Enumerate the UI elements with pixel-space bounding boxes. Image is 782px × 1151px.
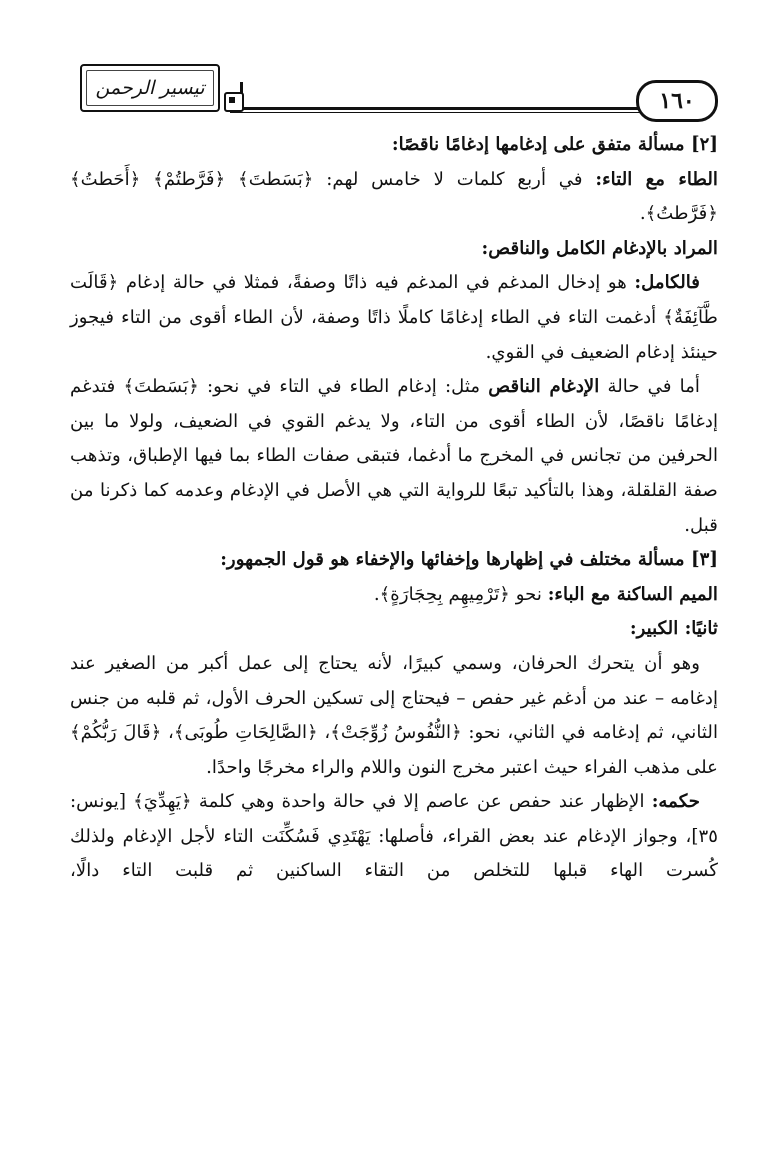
paragraph-ta-with-ta — [70, 163, 718, 232]
section-heading-3: [٣] مسألة مختلف في إظهارها وإخفائها والإخفاء هو قول الجمهور: — [220, 549, 718, 571]
paragraph-lead: حكمه: — [651, 791, 700, 813]
page-number: ١٦٠ — [636, 80, 718, 122]
paragraph-prefix: أما في حالة — [599, 376, 700, 398]
paragraph-meem-with-ba — [70, 578, 718, 613]
book-title-frame — [80, 64, 220, 112]
section-heading-2: [٢] مسألة متفق على إدغامها إدغامًا ناقصًا: — [391, 134, 718, 155]
subheading-kabeer: ثانيًا: الكبير: — [629, 618, 718, 640]
page-header — [70, 62, 718, 124]
paragraph-complete-idgham — [70, 266, 718, 370]
paragraph-ruling — [70, 785, 718, 889]
subheading-complete-partial: المراد بالإدغام الكامل والناقص: — [481, 237, 718, 259]
paragraph-text: مثل: إدغام الطاء في التاء في نحو: ﴿بَسَطتَ﴾ فتدغم إدغامًا ناقصًا، لأن الطاء أقوى من التاء، ولا يدغم القوي في الضعيف، ولولا ما بين الحرفين من تجانس في المخرج ما أدغما، فتبقى صفات الطاء بما فيها الإطباق، وتذهب صفة القلقلة، وهذا بالتأكيد تبعًا للرواية التي هي الأصل في الإدغام وعدمه كما ذكرنا من قبل. — [70, 376, 718, 536]
paragraph-lead: فالكامل: — [634, 272, 700, 294]
page-content — [70, 128, 718, 889]
paragraph-kabeer-definition: وهو أن يتحرك الحرفان، وسمي كبيرًا، لأنه يحتاج إلى عمل أكبر من الصغير عند إدغامه – عند من أدغم غير حفص – فيحتاج إلى تسكين الحرف الأول، ثم قلبه من جنس الثاني، ثم إدغامه في الثاني، نحو: ﴿النُّفُوسُ زُوِّجَتْ﴾، ﴿الصَّالِحَاتِ طُوبَى﴾، ﴿قَالَ رَبُّكُمْ﴾ على مذهب الفراء حيث اعتبر مخرج النون واللام والراء مخرجًا واحدًا. — [70, 652, 718, 778]
paragraph-lead: الإدغام الناقص — [488, 376, 600, 398]
paragraph-partial-idgham — [70, 370, 718, 543]
paragraph-text: نحو ﴿تَرْمِيهِم بِحِجَارَةٍ﴾. — [373, 583, 548, 605]
paragraph-lead: الطاء مع التاء: — [595, 168, 718, 190]
paragraph-text: في أربع كلمات لا خامس لهم: ﴿بَسَطتَ﴾ ﴿فَرَّطتُمْ﴾ ﴿أَحَطتُ﴾ ﴿فَرَّطتُ﴾. — [70, 168, 718, 225]
paragraph-text: الإظهار عند حفص عن عاصم إلا في حالة واحدة وهي كلمة ﴿يَهِدِّيَ﴾ [يونس: ٣٥]، وجواز الإدغام عند بعض القراء، فأصلها: يَهْتَدِي فَسُكِّنَت التاء لأجل الإدغام ولذلك كُسرت الهاء قبلها للتخلص من التقاء الساكنين ثم قلبت التاء دالًا، — [70, 791, 718, 882]
book-title: تيسير الرحمن — [95, 77, 205, 99]
header-ornament-icon — [224, 92, 244, 112]
paragraph-text: هو إدخال المدغم في المدغم فيه ذاتًا وصفةً، فمثلا في حالة إدغام ﴿قَالَت طَّآئِفَةٌ﴾ أدغمت التاء في الطاء إدغامًا كاملًا ذاتًا وصفة، لأن الطاء أقوى من التاء فيجوز حينئذ إدغام الضعيف في القوي. — [70, 272, 718, 363]
paragraph-lead: الميم الساكنة مع الباء: — [547, 583, 718, 605]
header-rule — [230, 107, 678, 113]
